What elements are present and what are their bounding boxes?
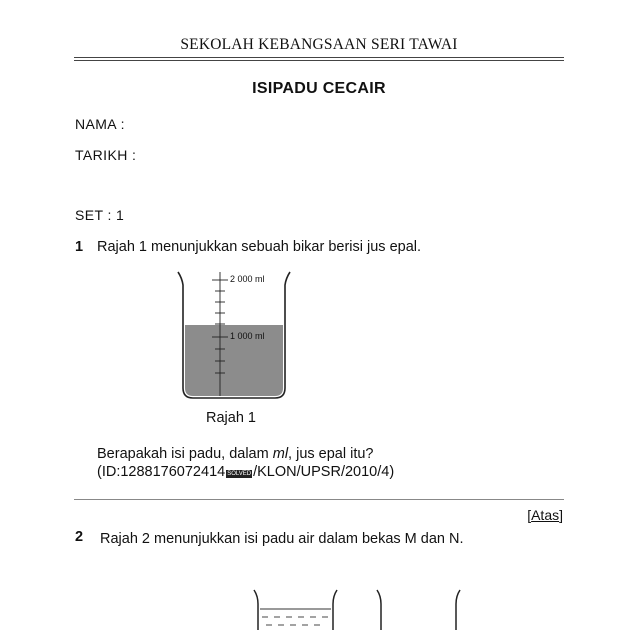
container-m-water bbox=[260, 609, 331, 625]
id-before: (ID:1288176072414 bbox=[97, 464, 226, 480]
figure-caption: Rajah 1 bbox=[206, 410, 256, 426]
prompt-before: Berapakah isi padu, dalam bbox=[97, 446, 273, 462]
back-to-top: [Atas] bbox=[527, 507, 563, 523]
set-field: SET : 1 bbox=[75, 207, 125, 223]
beaker-label-top: 2 000 ml bbox=[230, 274, 265, 284]
prompt-unit: ml bbox=[272, 446, 289, 462]
atas-link[interactable]: Atas bbox=[531, 507, 560, 523]
question-2-number: 2 bbox=[75, 529, 84, 545]
prompt-after: , jus epal itu? bbox=[288, 446, 374, 462]
solved-badge: SOLVED bbox=[227, 471, 252, 477]
question-2-text: Rajah 2 menunjukkan isi padu air dalam bekas M dan N. bbox=[100, 531, 464, 547]
container-n-outline bbox=[377, 590, 460, 630]
page-title: ISIPADU CECAIR bbox=[252, 80, 386, 97]
beaker-label-mid: 1 000 ml bbox=[230, 331, 265, 341]
question-1-number: 1 bbox=[75, 239, 84, 255]
nama-field: NAMA : bbox=[75, 116, 125, 132]
school-name: SEKOLAH KEBANGSAAN SERI TAWAI bbox=[180, 36, 458, 53]
tarikh-field: TARIKH : bbox=[75, 147, 137, 163]
id-after: /KLON/UPSR/2010/4) bbox=[253, 464, 395, 480]
container-m-outline bbox=[254, 590, 337, 630]
question-1-text: Rajah 1 menunjukkan sebuah bikar berisi jus epal. bbox=[97, 239, 422, 255]
